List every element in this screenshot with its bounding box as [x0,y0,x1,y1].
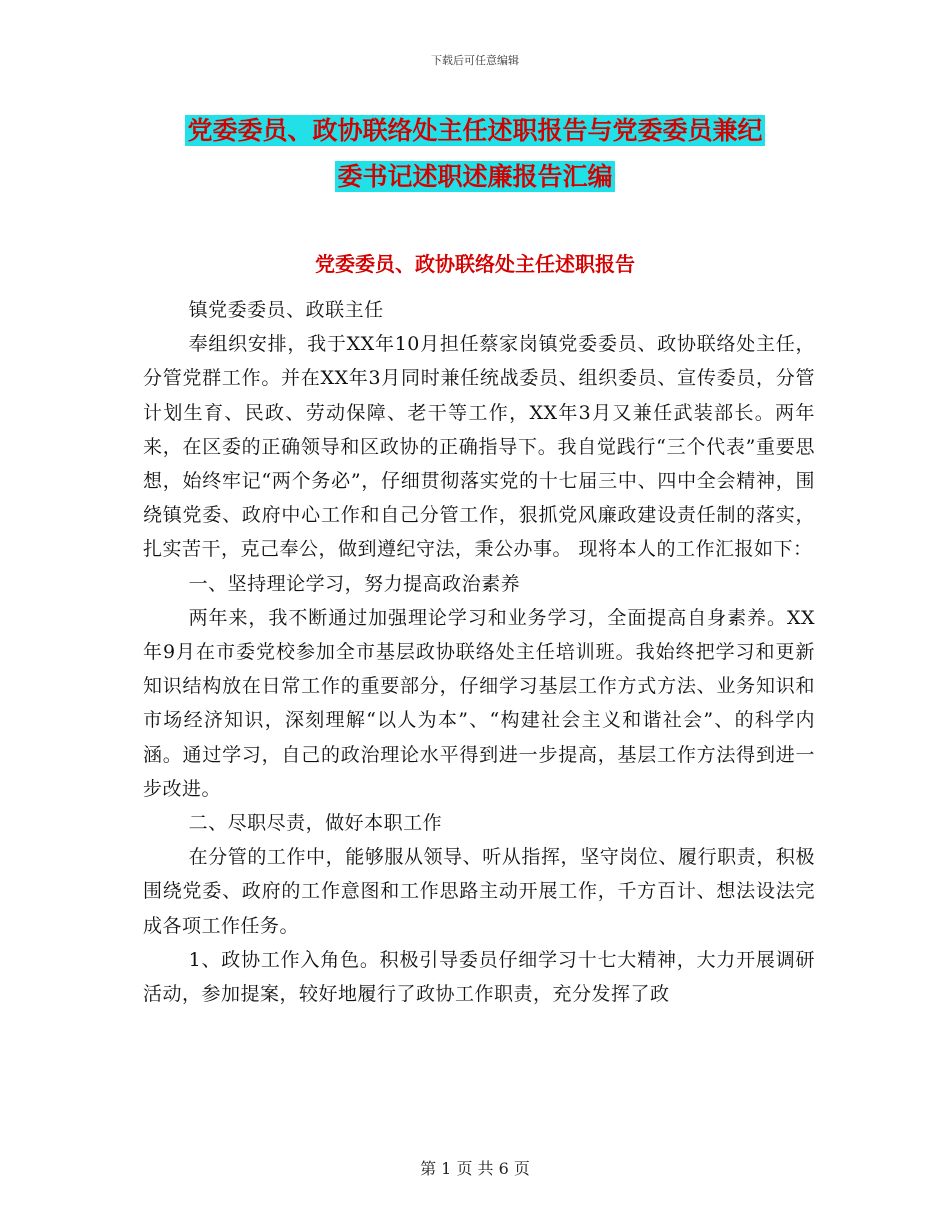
paragraph-heading: 一、坚持理论学习，努力提高政治素养 [188,572,521,595]
paragraph: 1、政协工作入角色。积极引导委员仔细学习十七大精神，大力开展调研活动，参加提案，较好地履行了政协工作职责，充分发挥了政 [143,948,815,1006]
paragraph-heading: 二、尽职尽责，做好本职工作 [188,812,443,835]
page-number: 第 1 页 共 6 页 [420,1159,530,1178]
section-title: 党委委员、政协联络处主任述职报告 [315,252,635,276]
paragraph: 奉组织安排，我于XX年10月担任蔡家岗镇党委委员、政协联络处主任，分管党群工作。并在XX年3月同时兼任统战委员、组织委员、宣传委员，分管计划生育、民政、劳动保障、老干等工作，XX年3月又兼任武装部长。两年来，在区委的正确领导和区政协的正确指导下。我自觉践行“三个代表”重要思想，始终牢记“两个务必”，仔细贯彻落实党的十七届三中、四中全会精神，围绕镇党委、政府中心工作和自己分管工作，狠抓党风廉政建设责任制的落实，扎实苦干，克己奉公，做到遵纪守法，秉公办事。 现将本人的工作汇报如下： [143,333,815,561]
title-line-2: 委书记述职述廉报告汇编 [337,162,613,191]
paragraph: 在分管的工作中，能够服从领导、听从指挥，坚守岗位、履行职责，积极围绕党委、政府的工作意图和工作思路主动开展工作，千方百计、想法设法完成各项工作任务。 [143,846,815,937]
page-header: 下载后可任意编辑 [431,54,519,67]
document-body [143,293,815,1011]
paragraph: 镇党委委员、政联主任 [188,299,384,321]
paragraph: 两年来，我不断通过加强理论学习和业务学习，全面提高自身素养。XX年9月在市委党校参加全市基层政协联络处主任培训班。我始终把学习和更新知识结构放在日常工作的重要部分，仔细学习基层工作方式方法、业务知识和市场经济知识，深刻理解“以人为本”、“构建社会主义和谐社会”、的科学内涵。通过学习，自己的政治理论水平得到进一步提高，基层工作方法得到进一步改进。 [143,606,815,800]
title-line-1: 党委委员、政协联络处主任述职报告与党委委员兼纪 [187,116,763,145]
document-title [140,108,810,200]
